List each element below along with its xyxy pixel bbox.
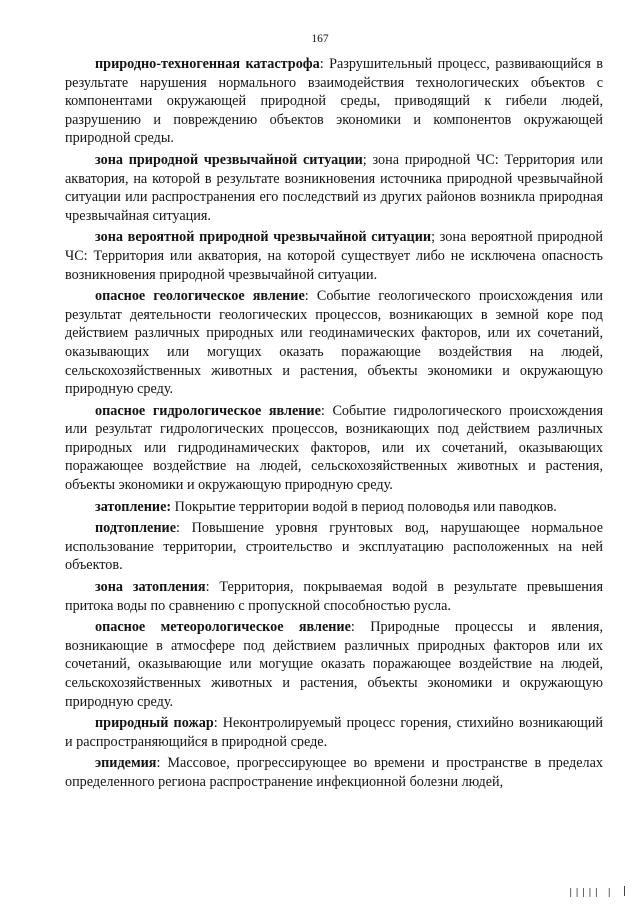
entry-4	[65, 402, 603, 495]
term: зона природной чрезвычайной ситуации	[95, 151, 363, 168]
separator: :	[213, 715, 218, 732]
term: затопление:	[95, 498, 172, 515]
definition: Природные процессы и явления, возникающие в атмосфере под действием различных природных факторов или их сочетаний, оказывающие или могущие оказать поражающее воздействие на людей, сельскохозяйственных животных и растения, объекты экономики и окружающую природную среду.	[65, 619, 603, 710]
entry-2	[65, 228, 603, 284]
definition: зона природной ЧС: Территория или акватория, на которой в результате возникновения источника природной чрезвычайной ситуации или распространения его последствий из других районов возникла природная чрезвычайная ситуация.	[65, 151, 603, 224]
term: природный пожар	[95, 715, 214, 732]
definition: Событие гидрологического происхождения или результат гидрологических процессов, возникающих под действием различных природных или гидродинамических факторов, или их сочетаний, оказывающих поражающее воздействие на людей, сельскохозяйственных животных и растения, объекты экономики и окружающую природную среду.	[65, 402, 604, 494]
footer-mark: ||||| |	[568, 888, 613, 898]
separator: :	[320, 402, 325, 419]
separator: ;	[431, 229, 436, 246]
entry-3	[65, 287, 603, 399]
definition: Разрушительный процесс, развивающийся в результате нарушения нормального взаимодействия технологических объектов с компонентами окружающей природной среды, приводящий к гибели людей, разрушению и повреждению объектов экономики и компонентов окружающей природной среды.	[65, 56, 603, 147]
footer-tick	[624, 886, 625, 896]
entry-1	[65, 151, 603, 225]
term: эпидемия	[95, 755, 157, 772]
entry-6	[65, 519, 603, 575]
entry-0	[65, 55, 603, 148]
term: опасное гидрологическое явление	[95, 402, 321, 419]
entry-9	[65, 714, 603, 751]
definition: Покрытие территории водой в период половодья или паводков.	[171, 498, 557, 515]
entry-10	[65, 754, 603, 791]
term: опасное метеорологическое явление	[95, 619, 351, 636]
definition: зона вероятной природной ЧС: Территория или акватория, на которой существует либо не исключена опасность возникновения природной чрезвычайной ситуации.	[65, 229, 603, 283]
definition: Повышение уровня грунтовых вод, нарушающее нормальное использование территории, строительство и эксплуатацию расположенных на ней объектов.	[65, 520, 603, 574]
term: зона затопления	[95, 579, 206, 596]
definition: Событие геологического происхождения или результат деятельности геологических процессов, возникающих в земной коре под действием различных природных или геодинамических факторов, или их сочетаний, оказывающих или могущих оказать поражающие воздействия на людей, сельскохозяйственных животных и растения, объекты экономики и окружающую природную среду.	[65, 288, 604, 398]
definition: Неконтролируемый процесс горения, стихийно возникающий и распространяющийся в природной среде.	[65, 715, 603, 750]
separator: :	[304, 288, 309, 305]
entry-5	[65, 498, 603, 517]
term: зона вероятной природной чрезвычайной ситуации	[95, 229, 432, 246]
separator: :	[176, 520, 180, 537]
definition: Массовое, прогрессирующее во времени и пространстве в пределах определенного региона распространение инфекционной болезни людей,	[65, 755, 603, 790]
document-body	[65, 55, 603, 795]
separator: ;	[362, 151, 367, 168]
term: подтопление	[95, 520, 176, 537]
entry-8	[65, 618, 603, 711]
definition: Территория, покрываемая водой в результате превышения притока воды по сравнению с пропускной способностью русла.	[65, 579, 603, 614]
term: природно-техногенная катастрофа	[95, 56, 320, 72]
separator: :	[350, 619, 355, 636]
separator: :	[319, 56, 324, 72]
separator: :	[156, 755, 161, 772]
separator: :	[205, 579, 210, 596]
term: опасное геологическое явление	[95, 288, 305, 305]
entry-7	[65, 578, 603, 615]
page-number: 167	[311, 33, 329, 45]
